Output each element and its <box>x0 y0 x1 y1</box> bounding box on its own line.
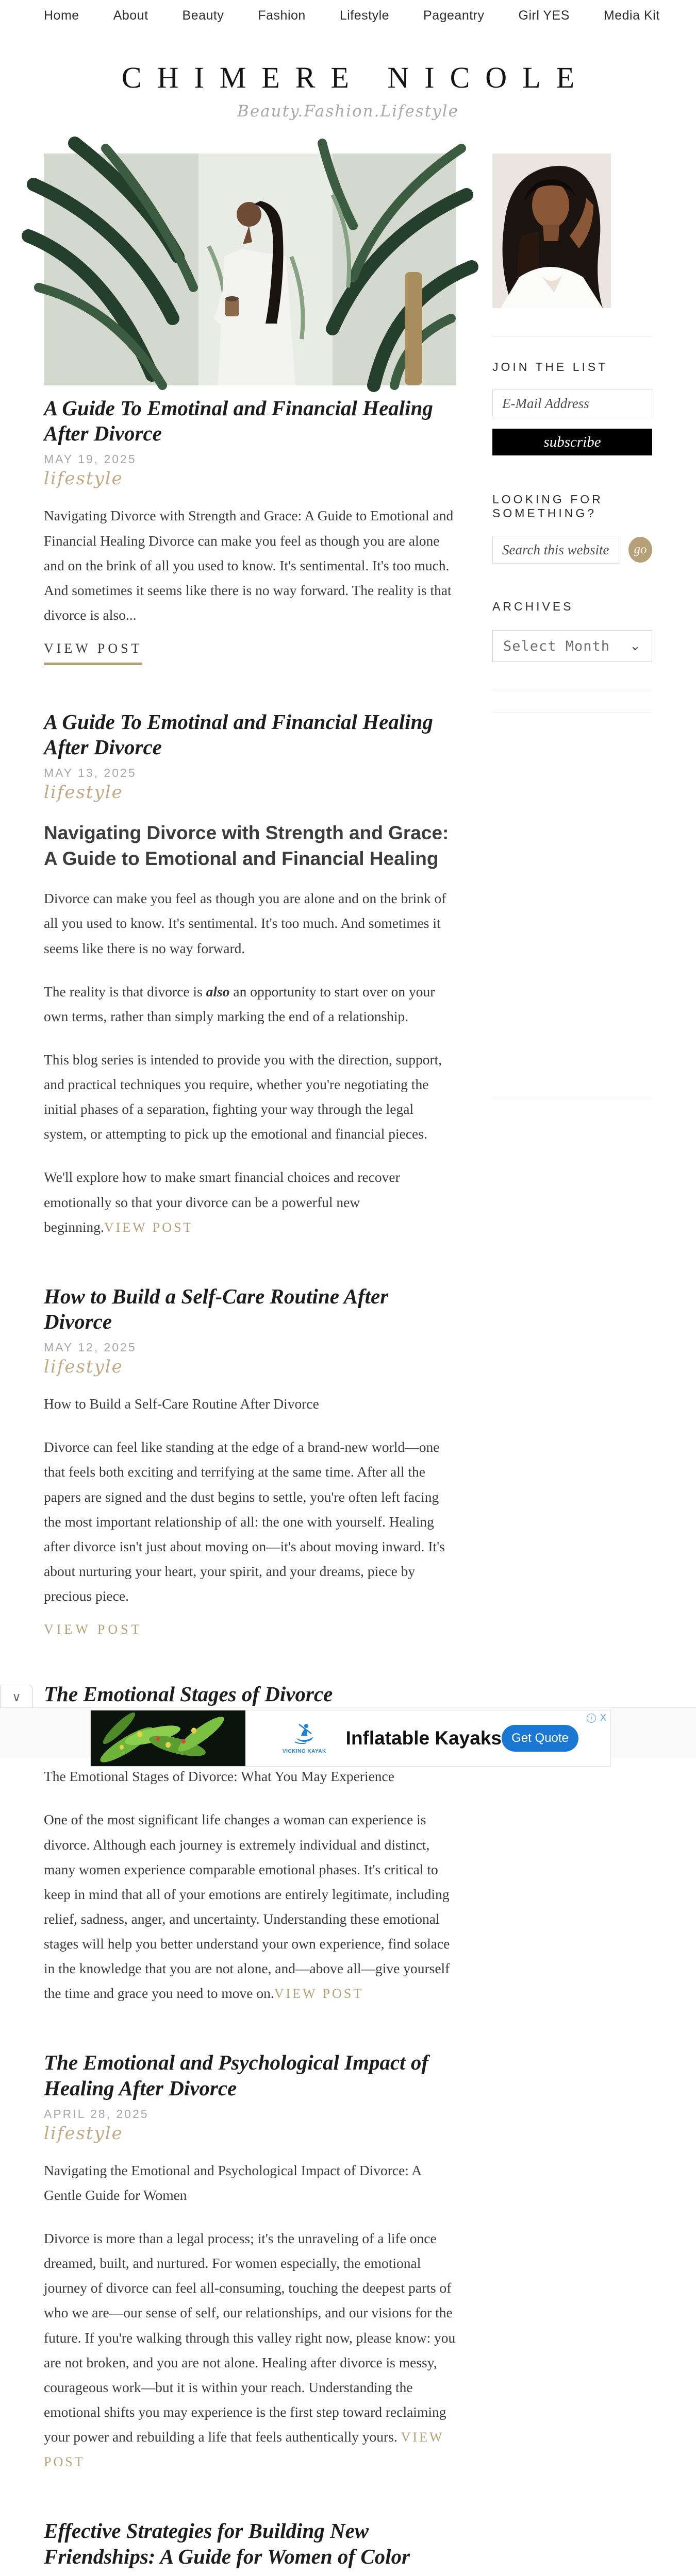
post-title[interactable]: A Guide To Emotinal and Financial Healing After Divorce <box>44 710 433 759</box>
post-paragraph: How to Build a Self-Care Routine After Divorce <box>44 1396 319 1412</box>
post-date: MAY 19, 2025 <box>44 452 137 466</box>
post-date: MAY 13, 2025 <box>44 766 137 780</box>
post-paragraph: This blog series is intended to provide you with the direction, support, and practical techniques you require, whether you're negotiating the initial phases of a separation, fighting your way through the legal system, or attempting to pick up the emotional and financial pieces. <box>44 1051 442 1142</box>
post-title[interactable]: How to Build a Self-Care Routine After Divorce <box>44 1284 389 1333</box>
post-title[interactable]: A Guide To Emotinal and Financial Healing After Divorce <box>44 396 433 446</box>
nav-item-media-kit[interactable]: Media Kit <box>603 8 660 23</box>
kayaker-logo-icon <box>292 1722 317 1745</box>
post-date: APRIL 28, 2025 <box>44 2107 149 2121</box>
view-post-link[interactable]: VIEW POST <box>44 2430 444 2470</box>
post-excerpt: Navigating Divorce with Strength and Grace: A Guide to Emotional and Financial Healing Divorce can make you feel as though you are alone and on the brink of all you used to know. It's sentimental. It's too much. And sometimes it seems like there is no way forward. The reality is that divorce is also... <box>44 507 454 623</box>
post-subheading: Navigating Divorce with Strength and Grace: A Guide to Emotional and Financial Healing <box>44 822 449 870</box>
emphasized-word: also <box>206 983 230 999</box>
post-card <box>44 2518 456 2576</box>
post-card <box>44 1284 456 1637</box>
nav-item-pageantry[interactable]: Pageantry <box>423 8 485 23</box>
ad-headline[interactable]: Inflatable Kayaks <box>345 1727 502 1749</box>
site-title[interactable]: CHIMERE NICOLE <box>121 61 590 94</box>
post-card <box>44 154 456 665</box>
post-paragraph: The Emotional Stages of Divorce: What You May Experience <box>44 1768 394 1785</box>
site-tagline: Beauty.Fashion.Lifestyle <box>237 102 459 121</box>
join-list-heading: JOIN THE LIST <box>492 360 608 374</box>
nav-item-fashion[interactable]: Fashion <box>258 8 306 23</box>
post-body <box>44 886 456 1240</box>
post-category-link[interactable]: lifestyle <box>44 782 123 803</box>
post-date: MAY 12, 2025 <box>44 1341 137 1354</box>
nav-item-about[interactable]: About <box>113 8 148 23</box>
ad-get-quote-button[interactable]: Get Quote <box>502 1725 578 1752</box>
search-form <box>492 536 652 564</box>
main-column <box>44 154 456 2576</box>
archives-heading: ARCHIVES <box>492 600 574 613</box>
nav-item-home[interactable]: Home <box>44 8 79 23</box>
ad-banner-strip <box>0 1707 696 1758</box>
post-paragraph: Divorce can make you feel as though you are alone and on the brink of all you used to know. It's sentimental. It's too much. And sometimes it seems like there is no way forward. <box>44 890 446 956</box>
post-paragraph: One of the most significant life changes a woman can experience is divorce. Although each journey is extremely individual and distinct, many women experience comparable emotional phases. It's critical to keep in mind that all of your emotions are entirely legitimate, including relief, sadness, anger, and uncertainty. Understanding these emotional stages will help you better understand your own experience, find solace in the knowledge that you are not alone, and—above all—give yourself the time and grace you need to move on.VIEW POST <box>44 1811 450 2002</box>
post-category-link[interactable]: lifestyle <box>44 468 123 489</box>
archives-select-value: Select Month <box>503 638 610 654</box>
search-heading: LOOKING FOR SOMETHING? <box>492 493 603 520</box>
ad-brand-name: VICKING KAYAK <box>283 1749 326 1754</box>
chevron-down-icon: ∨ <box>12 1689 21 1704</box>
top-navigation <box>0 0 696 30</box>
email-input[interactable] <box>492 389 652 417</box>
ad-controls <box>587 1713 606 1723</box>
post-body <box>44 1392 456 1608</box>
search-input[interactable] <box>492 536 619 564</box>
author-portrait-photo <box>492 154 611 308</box>
nav-item-beauty[interactable]: Beauty <box>182 8 224 23</box>
ad-card[interactable] <box>90 1710 611 1767</box>
post-category-link[interactable]: lifestyle <box>44 2123 123 2144</box>
post-paragraph: Divorce is more than a legal process; it's the unraveling of a life once dreamed, built, and nurtured. For women especially, the emotional journey of divorce can feel all-consuming, touching the deepest parts of who we are—our sense of self, our relationships, and our visions for the future. If you're walking through this valley right now, please know: you are not broken, and you are not alone. Healing after divorce is messy, courageous work—but it is within your reach. Understanding the emotional shifts you may experience is the first step toward reclaiming your power and rebuilding a life that feels authentically yours. VIEW POST <box>44 2230 456 2470</box>
post-paragraph: Divorce can feel like standing at the edge of a brand-new world—one that feels both exciting and terrifying at the same time. After all the papers are signed and the dust begins to settle, you're often left facing the most important relationship of all: the one with yourself. Healing after divorce isn't just about moving on—it's about moving inward. It's about nurturing your heart, your spirit, and your dreams, piece by precious piece. <box>44 1439 445 1604</box>
post-card <box>44 2050 456 2474</box>
sidebar-divider <box>492 712 652 713</box>
nav-item-lifestyle[interactable]: Lifestyle <box>339 8 390 23</box>
content-area <box>44 154 652 2576</box>
site-header <box>0 60 696 121</box>
subscribe-button[interactable]: subscribe <box>492 429 652 455</box>
post-title[interactable]: The Emotional Stages of Divorce <box>44 1682 333 1706</box>
search-go-button[interactable]: go <box>628 537 652 563</box>
ad-advertiser-logo[interactable] <box>283 1722 326 1754</box>
post-category-link[interactable]: lifestyle <box>44 1357 123 1378</box>
post-body <box>44 2158 456 2475</box>
ad-close-icon[interactable]: X <box>600 1713 606 1723</box>
view-post-link[interactable]: VIEW POST <box>104 1219 194 1235</box>
ad-kayaks-image[interactable] <box>91 1710 245 1766</box>
post-paragraph: The reality is that divorce is also an opportunity to start over on your own terms, rather than simply marking the end of a relationship. <box>44 983 435 1024</box>
view-post-link[interactable]: VIEW POST <box>44 641 142 665</box>
post-paragraph: We'll explore how to make smart financial choices and recover emotionally so that your divorce can be a powerful new beginning.VIEW POST <box>44 1169 400 1235</box>
view-post-link[interactable]: VIEW POST <box>274 1986 364 2002</box>
ad-collapse-tab[interactable] <box>0 1685 33 1708</box>
post-paragraph: Navigating the Emotional and Psychological Impact of Divorce: A Gentle Guide for Women <box>44 2162 421 2203</box>
post-body <box>44 1764 456 2006</box>
featured-image-woman-plants[interactable] <box>44 154 456 385</box>
ad-info-icon[interactable]: i <box>587 1714 596 1723</box>
post-title[interactable]: The Emotional and Psychological Impact of Healing After Divorce <box>44 2050 428 2100</box>
archives-select[interactable] <box>492 630 652 662</box>
sidebar <box>492 154 652 2576</box>
chevron-down-icon: ⌄ <box>629 638 641 654</box>
post-title[interactable]: Effective Strategies for Building New Friendships: A Guide for Women of Color <box>44 2519 410 2568</box>
view-post-link[interactable]: VIEW POST <box>44 1622 143 1637</box>
nav-item-girl-yes[interactable]: Girl YES <box>518 8 570 23</box>
post-card <box>44 709 456 1240</box>
